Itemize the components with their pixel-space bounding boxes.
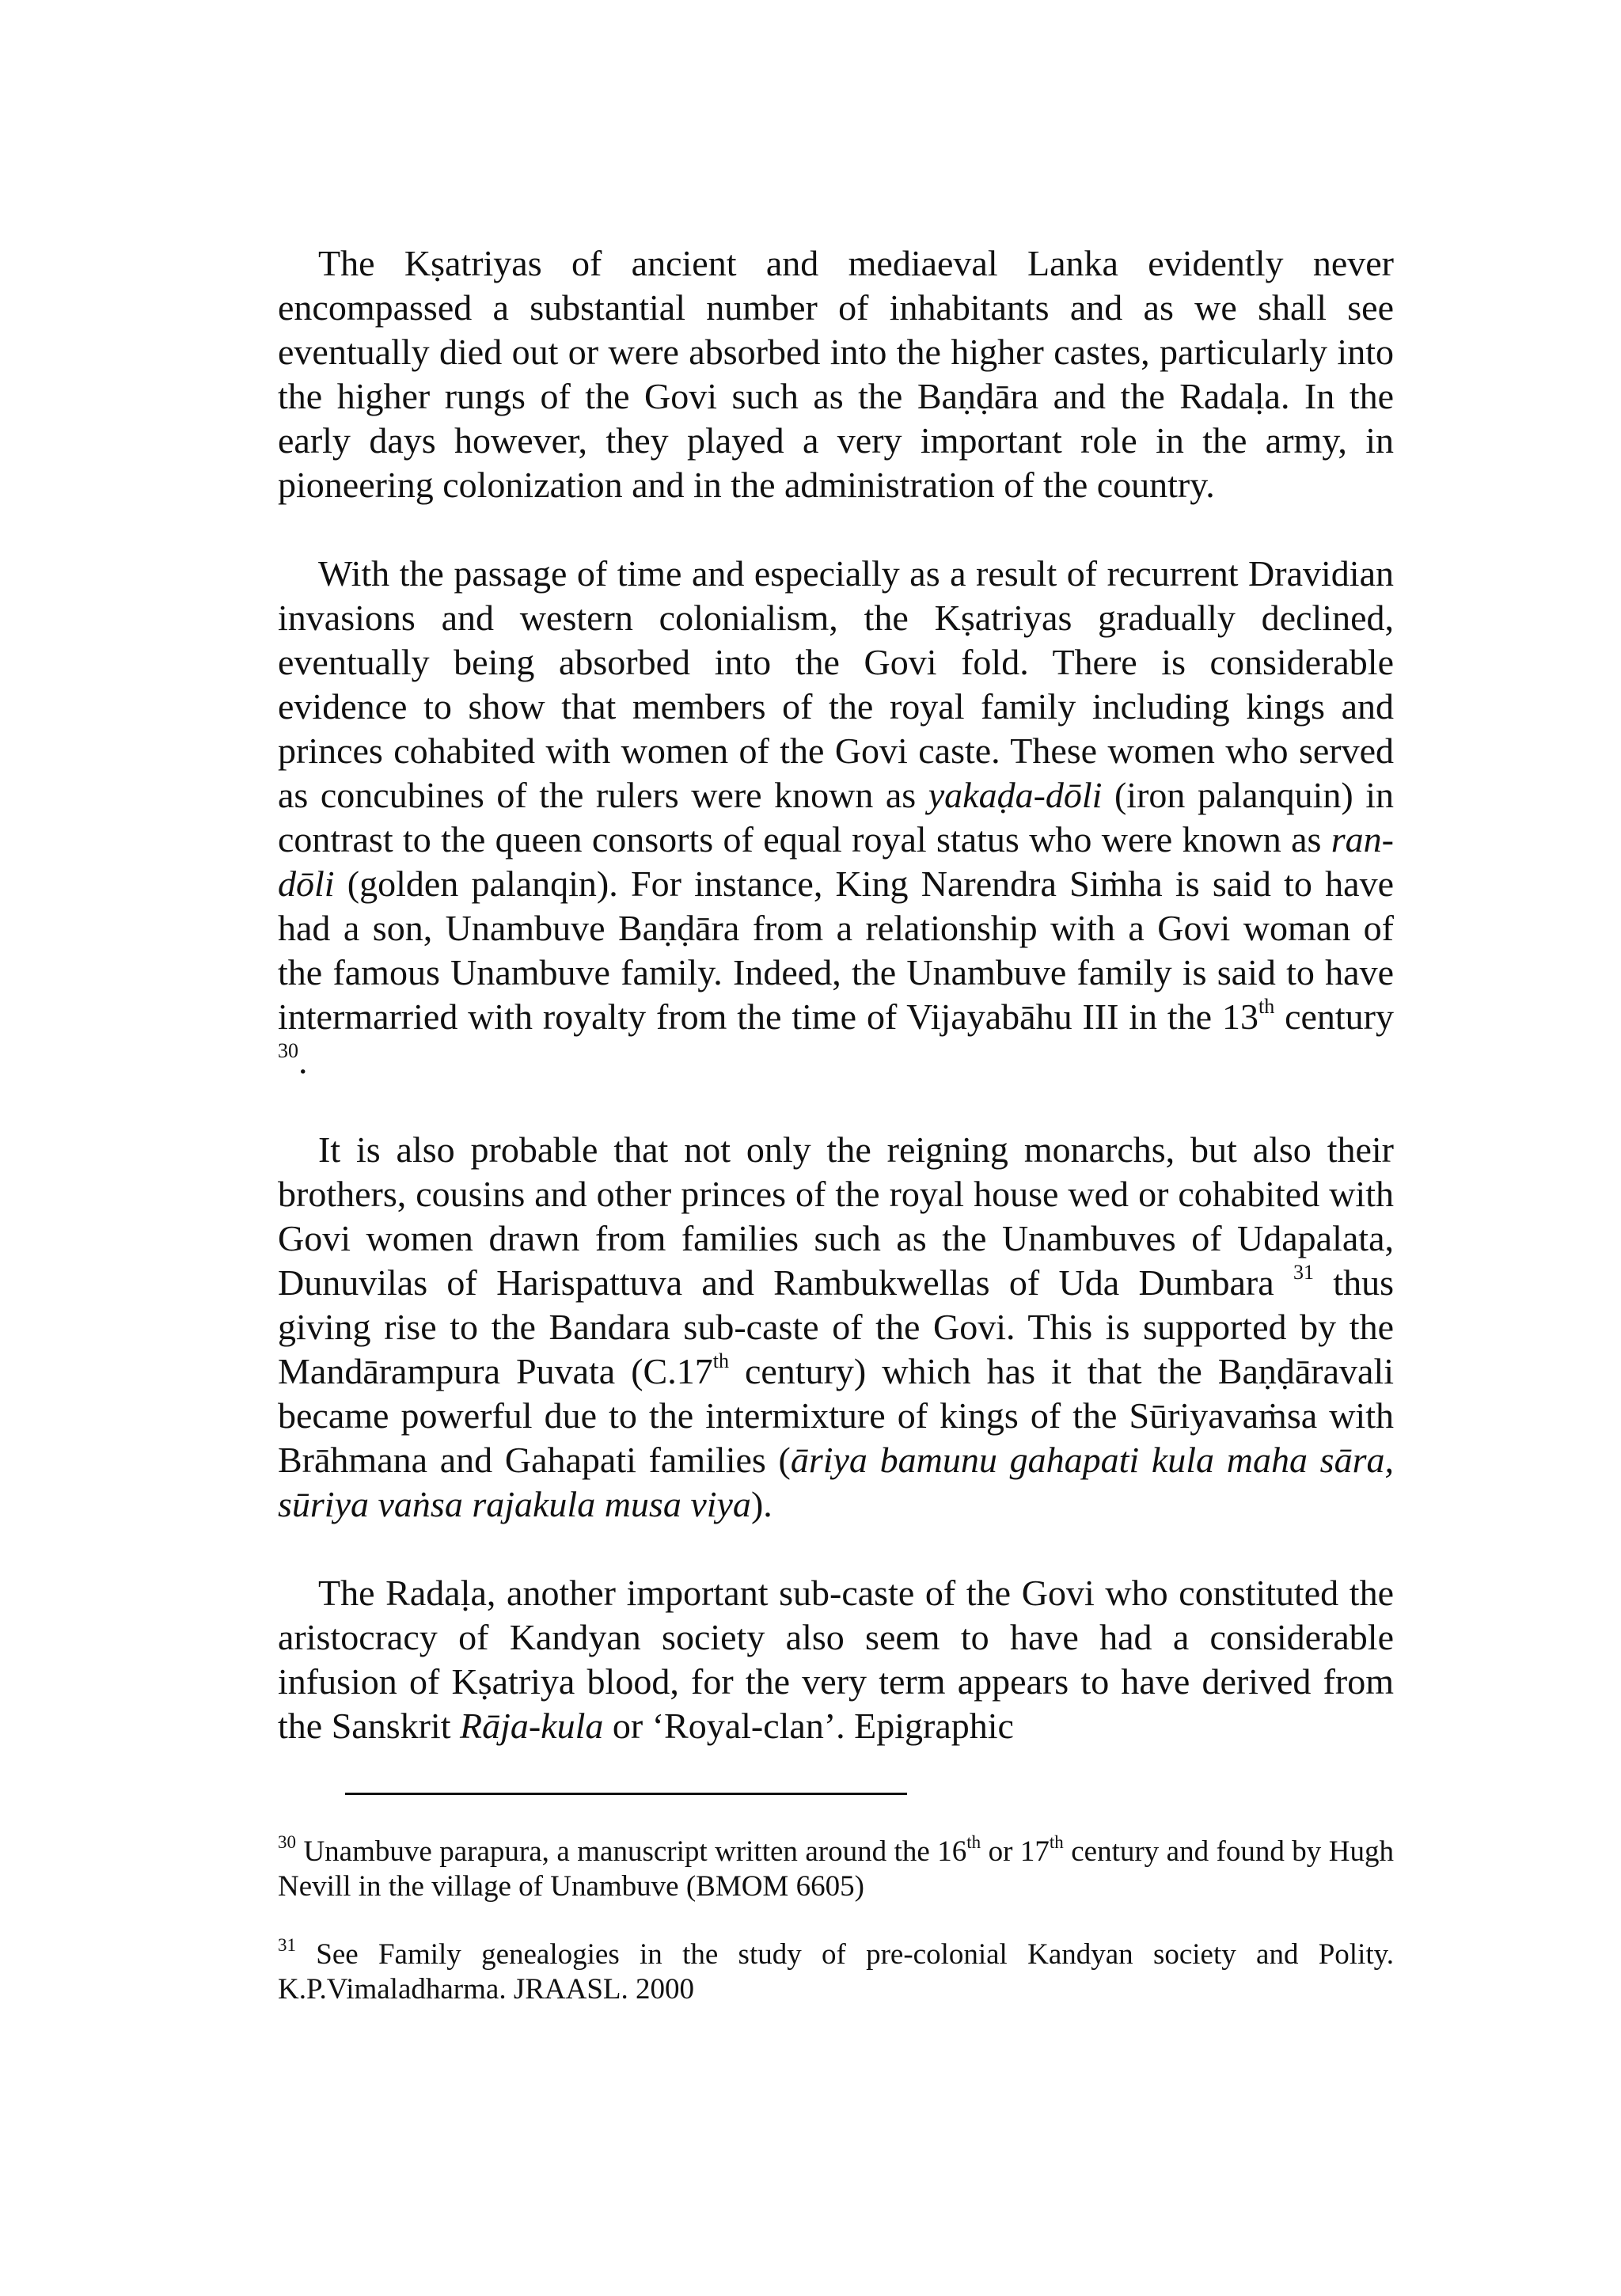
paragraph-3: It is also probable that not only the reigning monarchs, but also their brothers, cousins and other princes of the royal house wed or cohabited with Govi women drawn from families such as the Unambuves of Udapalata, Dunuvilas of Harispattuva and Rambukwellas of Uda Dumbara $^{31}$ thus giving rise to the Bandara sub-caste of the Govi. This is supported by the Mandārampura Puvata (C.17th century) which has it that the Baṇḍāravali became powerful due to the intermixture of kings of the Sūriyavaṁsa with Brāhmana and Gahapati families (āriya bamunu gahapati kula maha sāra, sūriya vaṅsa rajakula musa viya). xyxy=(278,1129,1395,1524)
superscript: 31 xyxy=(278,1935,296,1955)
superscript: 31 xyxy=(1293,1261,1314,1284)
document-page xyxy=(278,241,1394,2007)
paragraph-4: The Radaḷa, another important sub-caste of the Govi who constituted the aristocracy of Kandyan society also seem to have had a considerable infusion of Kṣatriya blood, for the very term appears to have derived from the Sanskrit Rāja-kula or ‘Royal-clan’. Epigraphic xyxy=(278,1573,1394,1746)
footnote-31: $^{31}$ See Family genealogies in the study of pre-colonial Kandyan society and Polity. K.P.Vimaladharma. JRAASL. 2000 xyxy=(278,1935,1394,2006)
footnote-divider xyxy=(345,1793,907,1795)
superscript: 30 xyxy=(278,1039,298,1062)
italic-text: Rāja-kula xyxy=(459,1706,604,1746)
paragraph-1: The Kṣatriyas of ancient and mediaeval Lanka evidently never encompassed a substantial number of inhabitants and as we shall see eventually died out or were absorbed into the higher castes, particularly into the higher rungs of the Govi such as the Baṇḍāra and the Radaḷa. In the early days however, they played a very important role in the army, in pioneering colonization and in the administration of the country. xyxy=(278,243,1394,505)
italic-text: ran-dōli xyxy=(278,819,1394,904)
superscript: th xyxy=(1258,995,1275,1018)
italic-text: āriya bamunu gahapati kula maha sāra, sūriya vaṅsa rajakula musa viya xyxy=(278,1440,1394,1524)
italic-text: yakaḍa-dōli xyxy=(928,775,1103,815)
superscript: th xyxy=(712,1349,729,1372)
superscript: th xyxy=(966,1832,981,1852)
superscript: th xyxy=(1049,1832,1064,1852)
superscript: 30 xyxy=(278,1832,296,1852)
footnote-30: $^{30}$ Unambuve parapura, a manuscript written around the 16th or 17th century and found by Hugh Nevill in the village of Unambuve (BMOM 6605) xyxy=(278,1832,1394,1903)
paragraph-2: With the passage of time and especially as a result of recurrent Dravidian invasions and western colonialism, the Kṣatriyas gradually declined, eventually being absorbed into the Govi fold. There is considerable evidence to show that members of the royal family including kings and princes cohabited with women of the Govi caste. These women who served as concubines of the rulers were known as yakaḍa-dōli (iron palanquin) in contrast to the queen consorts of equal royal status who were known as ran-dōli (golden palanqin). For instance, King Narendra Siṁha is said to have had a son, Unambuve Baṇḍāra from a relationship with a Govi woman of the famous Unambuve family. Indeed, the Unambuve family is said to have intermarried with royalty from the time of Vijayabāhu III in the 13th century $^{30}$. xyxy=(278,553,1394,1081)
